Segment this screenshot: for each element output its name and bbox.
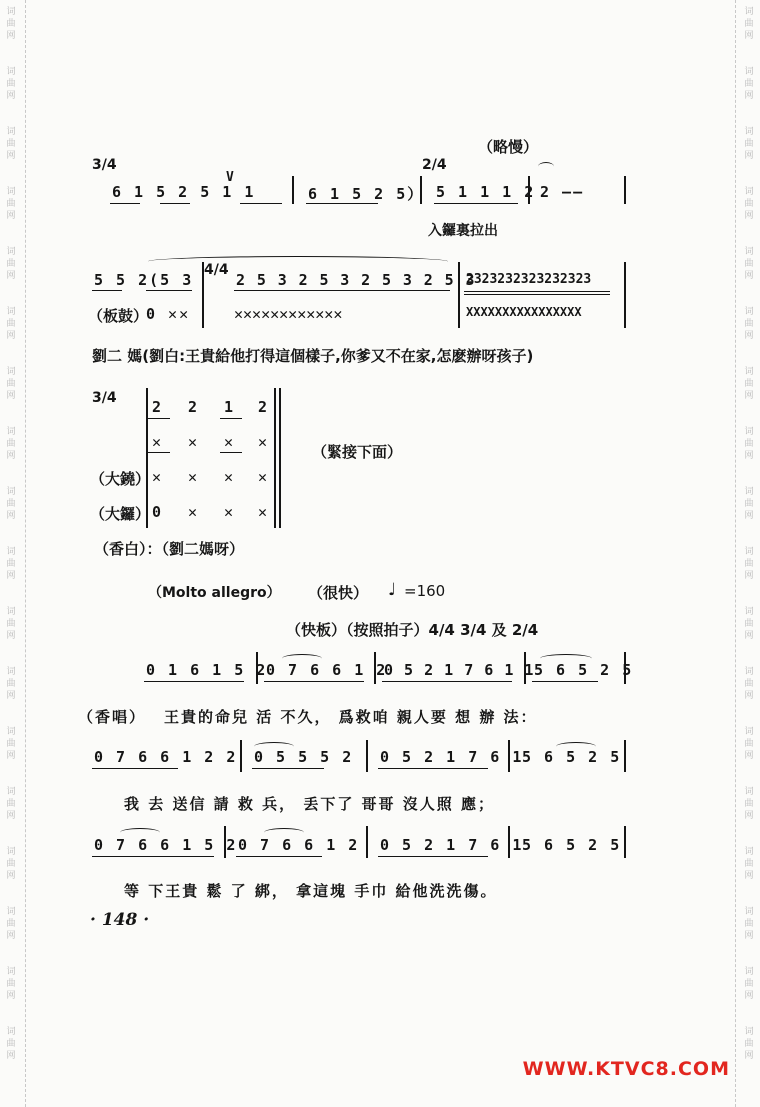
watermark-glyph: 词 曲 网 bbox=[744, 1027, 754, 1061]
barline bbox=[224, 826, 226, 858]
notation-line2-m2: 2 5 3 2 5 3 2 5 3 2 5 3 bbox=[236, 271, 476, 289]
grid-cell: ✕ bbox=[188, 503, 200, 521]
underline bbox=[464, 291, 610, 292]
lyric-line-1: 王貴的命兒 活 不久， 爲救咱 親人要 想 辦 法： bbox=[164, 708, 538, 726]
grid-cell: ✕ bbox=[258, 433, 270, 451]
watermark-glyph: 词 曲 网 bbox=[6, 787, 16, 821]
style-instruction: （快板）（按照拍子）4/4 3/4 及 2/4 bbox=[286, 621, 539, 639]
slur bbox=[254, 742, 294, 751]
watermark-glyph: 词 曲 网 bbox=[6, 667, 16, 701]
gong-label: （大鑼） bbox=[90, 505, 151, 523]
lyric-line-2: 我 去 送信 請 救 兵， 丢下了 哥哥 沒人照 應； bbox=[124, 795, 496, 813]
watermark-glyph: 词 曲 网 bbox=[6, 187, 16, 221]
watermark-glyph: 词 曲 网 bbox=[744, 967, 754, 1001]
spoken-line-liu: 劉二 媽(劉白:王貴給他打得這個樣子,你爹又不在家,怎麽辦呀孩子) bbox=[92, 347, 534, 365]
notation-line1-m4: 2 —— bbox=[540, 183, 585, 201]
watermark-glyph: 词 曲 网 bbox=[6, 7, 16, 41]
underline bbox=[110, 203, 140, 204]
drum-pattern-m2: ✕✕✕✕✕✕✕✕✕✕✕✕ bbox=[234, 305, 343, 323]
grid-cell: ✕ bbox=[152, 468, 164, 486]
underline bbox=[252, 768, 324, 769]
notation-line1-m2: 6 1 5 2 5） bbox=[308, 185, 425, 203]
watermark-glyph: 词 曲 网 bbox=[744, 247, 754, 281]
underline bbox=[236, 856, 322, 857]
meter-two-four: 2/4 bbox=[422, 157, 447, 173]
watermark-glyph: 词 曲 网 bbox=[6, 847, 16, 881]
barline bbox=[274, 388, 276, 528]
notation-row1-m3: 0 5 2 1 7 6 1 1 bbox=[384, 661, 535, 679]
underline bbox=[160, 203, 190, 204]
watermark-glyph: 词 曲 网 bbox=[6, 607, 16, 641]
barline bbox=[624, 652, 626, 684]
notation-row2-m1: 0 7 6 6 1 2 2 bbox=[94, 748, 238, 766]
grid-cell: ✕ bbox=[258, 503, 270, 521]
barline bbox=[366, 740, 368, 772]
underline bbox=[264, 681, 364, 682]
watermark-glyph: 词 曲 网 bbox=[744, 667, 754, 701]
underline bbox=[464, 294, 610, 295]
breath-mark: V bbox=[226, 170, 236, 185]
barline bbox=[279, 388, 281, 528]
drum-pattern-m3: XXXXXXXXXXXXXXXX bbox=[466, 305, 582, 319]
watermark-glyph: 词 曲 网 bbox=[6, 67, 16, 101]
watermark-glyph: 词 曲 网 bbox=[744, 847, 754, 881]
left-margin-line bbox=[25, 0, 26, 1107]
barline bbox=[508, 740, 510, 772]
underline bbox=[148, 452, 170, 453]
underline bbox=[382, 681, 512, 682]
spoken-line-xiang: （香白）：（劉二媽呀） bbox=[94, 540, 245, 558]
grid-cell: ✕ bbox=[224, 433, 236, 451]
grid-cell: 2 bbox=[152, 398, 164, 416]
tempo-chinese: （很快） bbox=[308, 584, 369, 602]
notation-row3-m4: 5 6 5 2 5 bbox=[522, 836, 622, 854]
underline bbox=[220, 418, 242, 419]
barline bbox=[624, 740, 626, 772]
grid-cell: 2 bbox=[188, 398, 200, 416]
grid-cell: 1 bbox=[224, 398, 236, 416]
grid-cell: ✕ bbox=[258, 468, 270, 486]
meter-three-four: 3/4 bbox=[92, 390, 117, 406]
notation-row1-m2: 0 7 6 6 1 2 bbox=[266, 661, 388, 679]
meter-three-four: 3/4 bbox=[92, 157, 117, 173]
right-margin-line bbox=[735, 0, 736, 1107]
barline bbox=[256, 652, 258, 684]
watermark-glyph: 词 曲 网 bbox=[6, 367, 16, 401]
slur bbox=[540, 654, 592, 663]
barline bbox=[292, 176, 294, 204]
metronome-mark: =160 bbox=[404, 582, 446, 600]
underline bbox=[378, 856, 488, 857]
watermark-glyph: 词 曲 网 bbox=[744, 187, 754, 221]
slur bbox=[556, 742, 596, 751]
watermark-glyph: 词 曲 网 bbox=[744, 547, 754, 581]
instrument-note: 入鑼裏拉出 bbox=[428, 223, 498, 239]
underline bbox=[92, 768, 178, 769]
watermark-glyph: 词 曲 网 bbox=[744, 7, 754, 41]
barline bbox=[624, 176, 626, 204]
underline bbox=[306, 203, 378, 204]
quarter-note-icon: ♩ bbox=[388, 580, 397, 600]
slur bbox=[120, 828, 160, 837]
notation-line2-m3: 2323232323232323 bbox=[466, 272, 592, 287]
notation-row3-m1: 0 7 6 6 1 5 2 bbox=[94, 836, 238, 854]
underline bbox=[144, 681, 244, 682]
drum-pattern-m1: 0 ✕✕ bbox=[146, 305, 191, 323]
watermark-glyph: 词 曲 网 bbox=[744, 727, 754, 761]
lyric-label: （香唱） bbox=[78, 708, 147, 726]
phrase-slur bbox=[148, 256, 448, 267]
notation-line2-m1: 5 5 2(5 3 bbox=[94, 271, 194, 289]
watermark-glyph: 词 曲 网 bbox=[6, 1027, 16, 1061]
underline bbox=[240, 203, 282, 204]
barline bbox=[420, 176, 422, 204]
continue-note: （緊接下面） bbox=[312, 443, 403, 461]
barline bbox=[458, 262, 460, 328]
watermark-glyph: 词 曲 网 bbox=[744, 367, 754, 401]
notation-row1-m1: 0 1 6 1 5 2 bbox=[146, 661, 268, 679]
slur bbox=[282, 654, 322, 663]
underline bbox=[234, 290, 450, 291]
watermark-glyph: 词 曲 网 bbox=[6, 427, 16, 461]
barline bbox=[624, 826, 626, 858]
drum-label: （板鼓） bbox=[88, 307, 149, 325]
grid-cell: ✕ bbox=[188, 433, 200, 451]
watermark-glyph: 词 曲 网 bbox=[744, 427, 754, 461]
underline bbox=[378, 768, 488, 769]
watermark-glyph: 词 曲 网 bbox=[744, 607, 754, 641]
watermark-glyph: 词 曲 网 bbox=[6, 907, 16, 941]
notation-row3-m3: 0 5 2 1 7 6 1 bbox=[380, 836, 524, 854]
watermark-glyph: 词 曲 网 bbox=[6, 247, 16, 281]
barline bbox=[524, 652, 526, 684]
notation-line1-m1: 6 1 5 2 5 1 1 bbox=[112, 183, 256, 201]
underline bbox=[92, 290, 122, 291]
notation-row2-m2: 0 5 5 5 2 bbox=[254, 748, 354, 766]
fermata bbox=[538, 162, 554, 171]
watermark-glyph: 词 曲 网 bbox=[6, 967, 16, 1001]
barline bbox=[528, 176, 530, 204]
watermark-glyph: 词 曲 网 bbox=[744, 307, 754, 341]
page-number: · 148 · bbox=[90, 910, 150, 930]
grid-cell: ✕ bbox=[224, 503, 236, 521]
underline bbox=[434, 203, 518, 204]
notation-row3-m2: 0 7 6 6 1 2 bbox=[238, 836, 360, 854]
watermark-glyph: 词 曲 网 bbox=[744, 907, 754, 941]
barline bbox=[508, 826, 510, 858]
watermark-glyph: 词 曲 网 bbox=[744, 127, 754, 161]
watermark-glyph: 词 曲 网 bbox=[6, 487, 16, 521]
notation-row2-m3: 0 5 2 1 7 6 1 bbox=[380, 748, 524, 766]
underline bbox=[532, 681, 598, 682]
barline bbox=[240, 740, 242, 772]
watermark-glyph: 词 曲 网 bbox=[6, 727, 16, 761]
watermark-glyph: 词 曲 网 bbox=[6, 547, 16, 581]
underline bbox=[220, 452, 242, 453]
grid-cell: ✕ bbox=[152, 433, 164, 451]
slur bbox=[264, 828, 304, 837]
watermark-glyph: 词 曲 网 bbox=[744, 67, 754, 101]
grid-cell: 0 bbox=[152, 503, 164, 521]
barline bbox=[374, 652, 376, 684]
barline bbox=[366, 826, 368, 858]
underline bbox=[148, 418, 170, 419]
cymbal-label: （大鐃） bbox=[90, 470, 151, 488]
grid-cell: ✕ bbox=[188, 468, 200, 486]
tempo-note-slow: （略慢） bbox=[478, 138, 539, 156]
lyric-line-3: 等 下王貴 鬆 了 綁， 拿這塊 手巾 給他洗洗傷。 bbox=[124, 882, 498, 900]
grid-cell: ✕ bbox=[224, 468, 236, 486]
underline bbox=[146, 290, 192, 291]
watermark-glyph: 词 曲 网 bbox=[744, 487, 754, 521]
barline bbox=[624, 262, 626, 328]
watermark-glyph: 词 曲 网 bbox=[6, 127, 16, 161]
meter-four-four: 4/4 bbox=[204, 262, 229, 278]
notation-row2-m4: 5 6 5 2 5 bbox=[522, 748, 622, 766]
tempo-italian: （Molto allegro） bbox=[148, 585, 281, 601]
grid-cell: 2 bbox=[258, 398, 270, 416]
underline bbox=[92, 856, 214, 857]
watermark-glyph: 词 曲 网 bbox=[6, 307, 16, 341]
notation-row1-m4: 5 6 5 2 5 bbox=[534, 661, 634, 679]
watermark-glyph: 词 曲 网 bbox=[744, 787, 754, 821]
notation-line1-m3: 5 1 1 1 2 bbox=[436, 183, 536, 201]
site-watermark: WWW.KTVC8.COM bbox=[522, 1058, 730, 1080]
